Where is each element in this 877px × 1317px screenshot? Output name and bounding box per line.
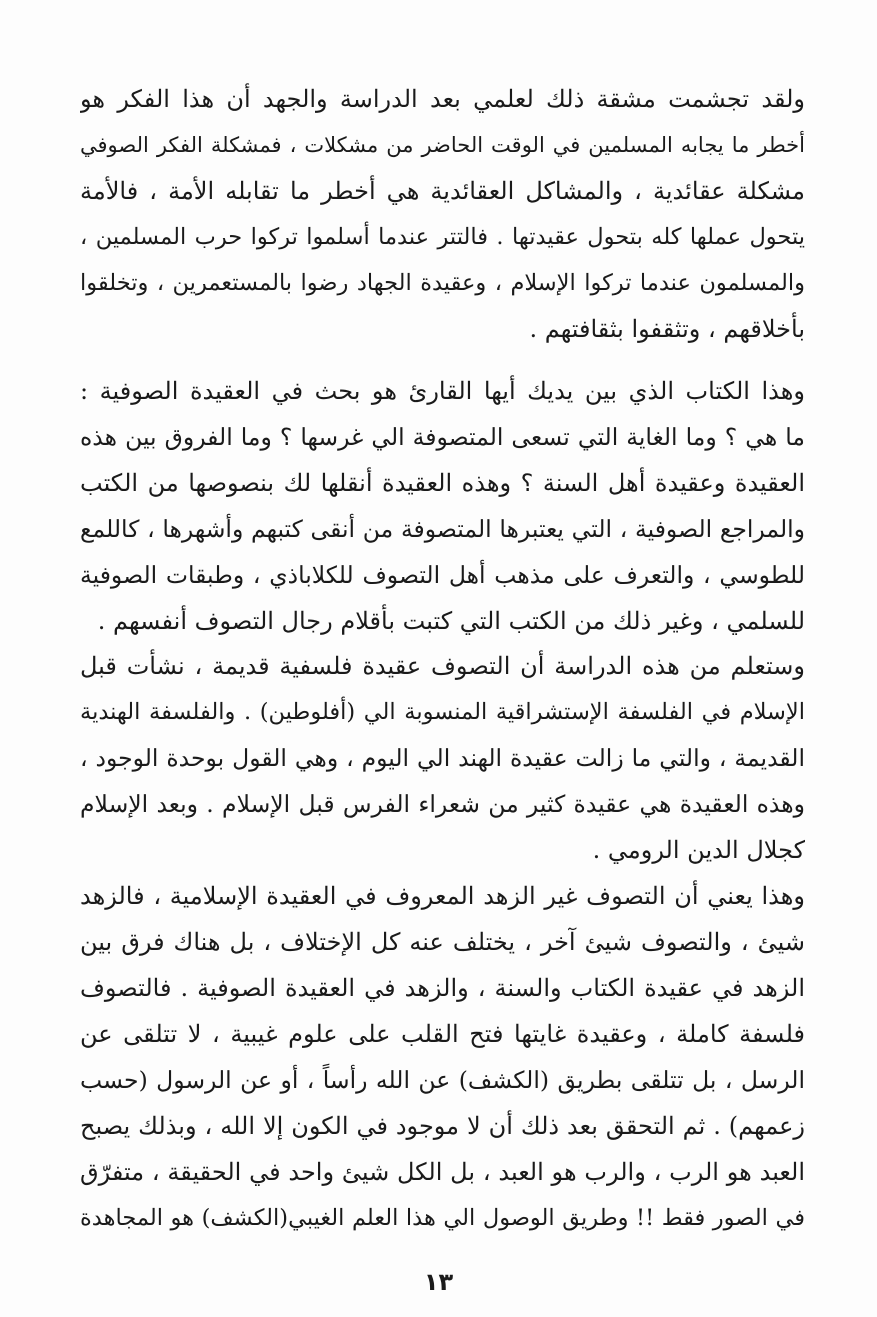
paragraph-3 (80, 643, 805, 873)
text-line: وهذه العقيدة هي عقيدة كثير من شعراء الفرس قبل الإسلام . وبعد الإسلام (80, 790, 805, 818)
text-line: وهذا يعني أن التصوف غير الزهد المعروف في العقيدة الإسلامية ، فالزهد (80, 882, 805, 910)
paragraph-4 (80, 873, 805, 1241)
text-line: الإسلام في الفلسفة الإستشراقية المنسوبة الي (أفلوطين) . والفلسفة الهندية (80, 699, 805, 725)
text-line: ما هي ؟ وما الغاية التي تسعى المتصوفة الي غرسها ؟ وما الفروق بين هذه (80, 423, 805, 451)
text-line: فلسفة كاملة ، وعقيدة غايتها فتح القلب على علوم غيبية ، لا تتلقى عن (80, 1020, 805, 1048)
text-line: في الصور فقط !! وطريق الوصول الي هذا العلم الغيبي(الكشف) هو المجاهدة (80, 1205, 805, 1231)
text-line: والمراجع الصوفية ، التي يعتبرها المتصوفة من أنقى كتبهم وأشهرها ، كاللمع (80, 515, 805, 543)
text-line: شيئ ، والتصوف شيئ آخر ، يختلف عنه كل الإختلاف ، بل هناك فرق بين (80, 928, 805, 956)
text-line: ولقد تجشمت مشقة ذلك لعلمي بعد الدراسة والجهد أن هذا الفكر هو (80, 85, 805, 113)
text-line: وستعلم من هذه الدراسة أن التصوف عقيدة فلسفية قديمة ، نشأت قبل (80, 652, 805, 680)
text-line: أخطر ما يجابه المسلمين في الوقت الحاضر من مشكلات ، فمشكلة الفكر الصوفي (80, 133, 805, 157)
text-line: مشكلة عقائدية ، والمشاكل العقائدية هي أخطر ما تقابله الأمة ، فالأمة (80, 177, 805, 205)
text-line: زعمهم) . ثم التحقق بعد ذلك أن لا موجود في الكون إلا الله ، وبذلك يصبح (80, 1112, 805, 1140)
page-number: ١٣ (423, 1268, 454, 1296)
text-line: والمسلمون عندما تركوا الإسلام ، وعقيدة الجهاد رضوا بالمستعمرين ، وتخلقوا (80, 270, 805, 296)
text-line: الرسل ، بل تتلقى بطريق (الكشف) عن الله رأساً ، أو عن الرسول (حسب (80, 1066, 805, 1094)
text-line: الزهد في عقيدة الكتاب والسنة ، والزهد في العقيدة الصوفية . فالتصوف (80, 974, 805, 1002)
text-line: بأخلاقهم ، وتثقفوا بثقافتهم . (529, 315, 805, 343)
paragraph-1 (80, 76, 805, 352)
text-line: للسلمي ، وغير ذلك من الكتب التي كتبت بأقلام رجال التصوف أنفسهم . (97, 607, 805, 635)
text-line: القديمة ، والتي ما زالت عقيدة الهند الي اليوم ، وهي القول بوحدة الوجود ، (80, 744, 805, 772)
text-line: للطوسي ، والتعرف على مذهب أهل التصوف للكلاباذي ، وطبقات الصوفية (80, 561, 805, 589)
text-line: العقيدة وعقيدة أهل السنة ؟ وهذه العقيدة أنقلها لك بنصوصها من الكتب (80, 469, 805, 497)
text-line: يتحول عملها كله بتحول عقيدتها . فالتتر عندما أسلموا تركوا حرب المسلمين ، (80, 224, 805, 250)
text-line: وهذا الكتاب الذي بين يديك أيها القارئ هو بحث في العقيدة الصوفية : (80, 377, 805, 405)
text-line: العبد هو الرب ، والرب هو العبد ، بل الكل شيئ واحد في الحقيقة ، متفرّق (80, 1158, 805, 1186)
text-line: كجلال الدين الرومي . (592, 836, 805, 864)
paragraph-2 (80, 368, 805, 644)
